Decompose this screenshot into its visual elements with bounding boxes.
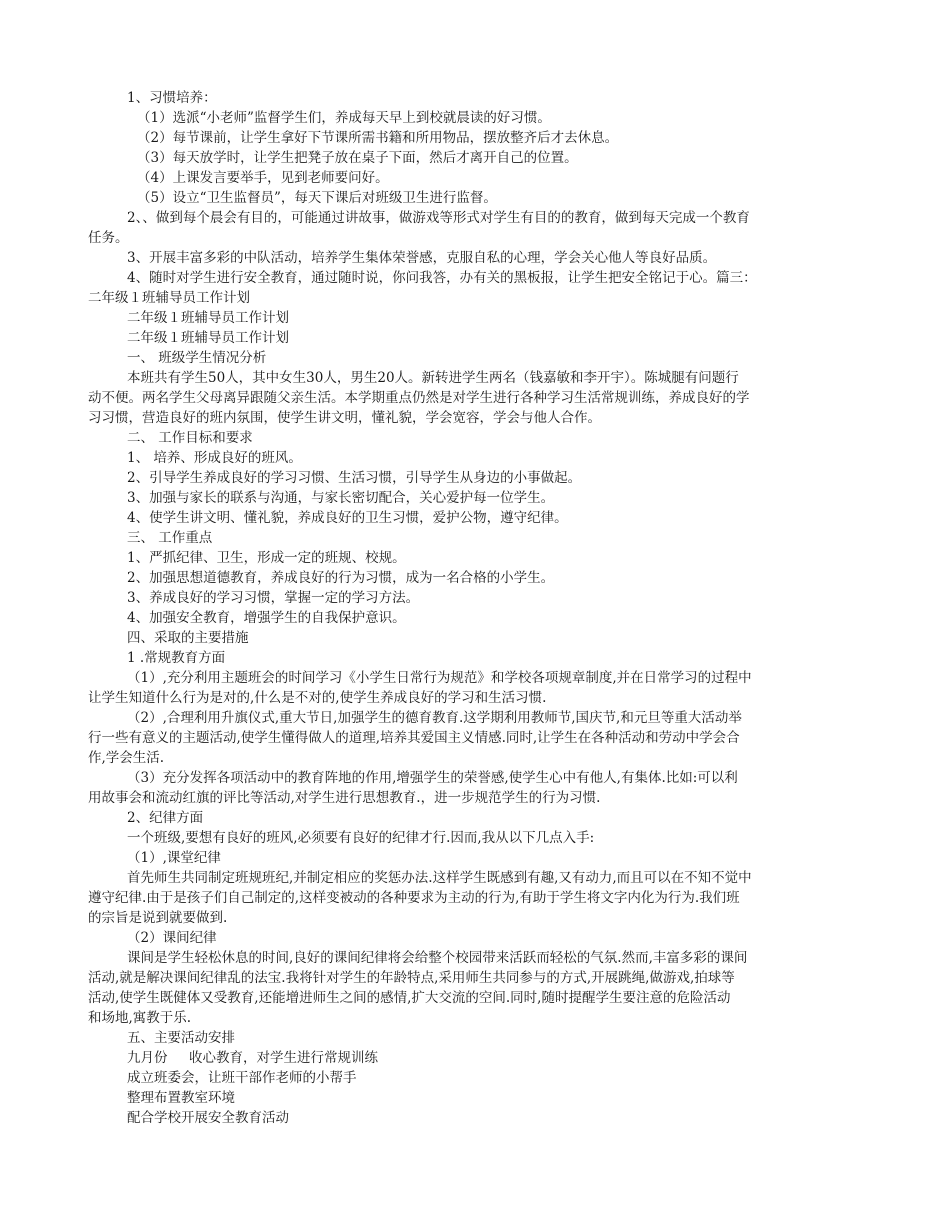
text-line: 2、纪律方面 (127, 810, 204, 826)
text-line: 习习惯，营造良好的班内氛围，使学生讲文明，懂礼貌，学会宽容，学会与他人合作。 (88, 410, 601, 426)
section-heading: 五、主要活动安排 (127, 1030, 235, 1046)
text-line: 一个班级,要想有良好的班风,必须要有良好的纪律才行.因而,我从以下几点入手: (127, 830, 595, 846)
text-line: 4、加强安全教育，增强学生的自我保护意识。 (127, 610, 406, 626)
text-line: 1、严抓纪律、卫生，形成一定的班规、校规。 (127, 550, 406, 566)
text-line: 本班共有学生50人，其中女生30人，男生20人。新转进学生两名（钱嘉敏和李开宇）。陈城腿有问题行 (127, 370, 739, 386)
text-line: 动不便。两名学生父母离异跟随父亲生活。本学期重点仍然是对学生进行各种学习生活常规训练，养成良好的学 (88, 390, 750, 406)
text-line: 1、习惯培养： (127, 90, 217, 106)
text-line: 整理布置教室环境 (127, 1090, 235, 1106)
text-line: 2、、做到每个晨会有目的，可能通过讲故事，做游戏等形式对学生有目的的教育，做到每天完成一个教育 (127, 210, 750, 226)
text-line: 二年级１班辅导员工作计划 (127, 310, 289, 326)
text-line: 成立班委会，让班干部作老师的小帮手 (127, 1070, 357, 1086)
text-line: 作,学会生活. (88, 750, 165, 766)
text-line: （2）,合理利用升旗仪式,重大节日,加强学生的德育教育.这学期利用教师节,国庆节,和元旦等重大活动举 (127, 710, 742, 726)
text-line: 活动,使学生既健体又受教育,还能增进师生之间的感情,扩大交流的空间.同时,随时提醒学生要注意的危险活动 (88, 990, 731, 1006)
section-heading: 一、 班级学生情况分析 (127, 350, 267, 366)
text-line: （1）选派“小老师”监督学生们，养成每天早上到校就晨读的好习惯。 (137, 110, 551, 126)
text-line: （2）课间纪律 (127, 930, 217, 946)
text-line: 课间是学生轻松休息的时间,良好的课间纪律将会给整个校园带来活跃而轻松的气氛.然而,丰富多彩的课间 (127, 950, 748, 966)
text-line: 让学生知道什么行为是对的,什么是不对的,使学生养成良好的学习和生活习惯. (88, 690, 547, 706)
text-line: 任务。 (88, 230, 129, 246)
text-line: 行一些有意义的主题活动,使学生懂得做人的道理,培养其爱国主义情感.同时,让学生在各种活动和劳动中学会合 (88, 730, 740, 746)
text-line: 配合学校开展安全教育活动 (127, 1110, 289, 1126)
text-line: （4）上课发言要举手，见到老师要问好。 (137, 170, 389, 186)
section-heading: 二、 工作目标和要求 (127, 430, 253, 446)
text-line: 遵守纪律.由于是孩子们自己制定的,这样变被动的各种要求为主动的行为,有助于学生将文字内化为行为.我们班 (88, 890, 740, 906)
text-line: 4、随时对学生进行安全教育，通过随时说，你问我答，办有关的黑板报，让学生把安全铭记于心。篇三： (127, 270, 757, 286)
text-line: 2、引导学生养成良好的学习习惯、生活习惯，引导学生从身边的小事做起。 (127, 470, 582, 486)
text-line: 二年级１班辅导员工作计划 (127, 330, 289, 346)
text-line: （2）每节课前，让学生拿好下节课所需书籍和所用物品，摆放整齐后才去休息。 (137, 130, 619, 146)
text-line: 二年级１班辅导员工作计划 (88, 290, 250, 306)
text-line: 1、 培养、形成良好的班风。 (127, 450, 302, 466)
text-line: 活动,就是解决课间纪律乱的法宝.我将针对学生的年龄特点,采用师生共同参与的方式,开展跳绳,做游戏,拍球等 (88, 970, 735, 986)
text-line: 3、养成良好的学习习惯，掌握一定的学习方法。 (127, 590, 420, 606)
text-line: 4、使学生讲文明、懂礼貌，养成良好的卫生习惯，爱护公物，遵守纪律。 (127, 510, 568, 526)
section-heading: 三、 工作重点 (127, 530, 213, 546)
text-line: （1）,充分利用主题班会的时间学习《小学生日常行为规范》和学校各项规章制度,并在日常学习的过程中 (127, 670, 752, 686)
text-line: 3、开展丰富多彩的中队活动，培养学生集体荣誉感，克服自私的心理，学会关心他人等良好品质。 (127, 250, 717, 266)
section-heading: 四、采取的主要措施 (127, 630, 249, 646)
text-line: 1 .常规教育方面 (127, 650, 226, 666)
text-line: 的宗旨是说到就要做到. (88, 910, 228, 926)
text-line: （3）充分发挥各项活动中的教育阵地的作用,增强学生的荣誉感,使学生心中有他人,有集体.比如:可以利 (127, 770, 738, 786)
text-line: （3）每天放学时，让学生把凳子放在桌子下面，然后才离开自己的位置。 (137, 150, 578, 166)
text-line: 和场地,寓教于乐. (88, 1010, 192, 1026)
text-line: （5）设立“卫生监督员”，每天下课后对班级卫生进行监督。 (137, 190, 497, 206)
text-line: 用故事会和流动红旗的评比等活动,对学生进行思想教育.，进一步规范学生的行为习惯. (88, 790, 601, 806)
text-line: 2、加强思想道德教育，养成良好的行为习惯，成为一名合格的小学生。 (127, 570, 555, 586)
text-line: 3、加强与家长的联系与沟通，与家长密切配合，关心爱护每一位学生。 (127, 490, 555, 506)
text-line: （1）,课堂纪律 (127, 850, 221, 866)
text-line: 九月份 收心教育，对学生进行常规训练 (127, 1050, 378, 1066)
text-line: 首先师生共同制定班规班纪,并制定相应的奖惩办法.这样学生既感到有趣,又有动力,而且可以在不知不觉中 (127, 870, 752, 886)
